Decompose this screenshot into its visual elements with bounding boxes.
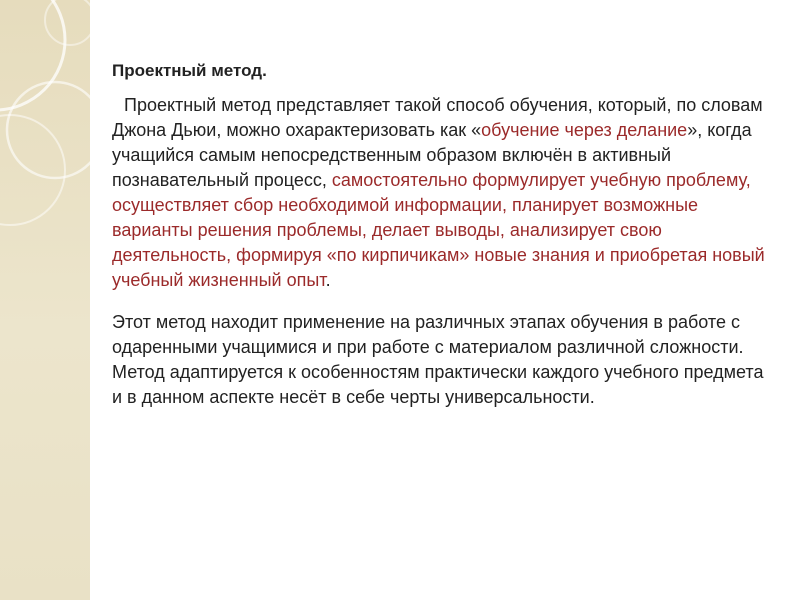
- slide-title: Проектный метод.: [112, 61, 267, 80]
- paragraph1-text-2: », когда учащийся самым непосредственным образом включён в активный познавательный процесс,: [112, 120, 752, 190]
- decorative-circles: [0, 0, 90, 600]
- paragraph-definition: [112, 93, 772, 293]
- highlight-student-activities: самостоятельно формулирует учебную проблему, осуществляет сбор необходимой информации, планирует возможные варианты решения проблемы, делает выводы, анализирует свою деятельность, формируя «по кирпичикам» новые знания и приобретая новый учебный жизненный опыт: [112, 170, 765, 290]
- paragraph1-text-1: Проектный метод представляет такой способ обучения, который, по словам Джона Дьюи, можно охарактеризовать как «: [112, 95, 763, 140]
- paragraph-application: Этот метод находит применение на различных этапах обучения в работе с одаренными учащимися и при работе с материалом различной сложности. Метод адаптируется к особенностям практически каждого учебного предмета и в данном аспекте несёт в себе черты универсальности.: [112, 312, 764, 407]
- paragraph1-text-3: .: [325, 270, 331, 290]
- decorative-sidebar: [0, 0, 90, 600]
- slide-content: [112, 58, 772, 410]
- highlight-learning-by-doing: обучение через делание: [481, 120, 688, 140]
